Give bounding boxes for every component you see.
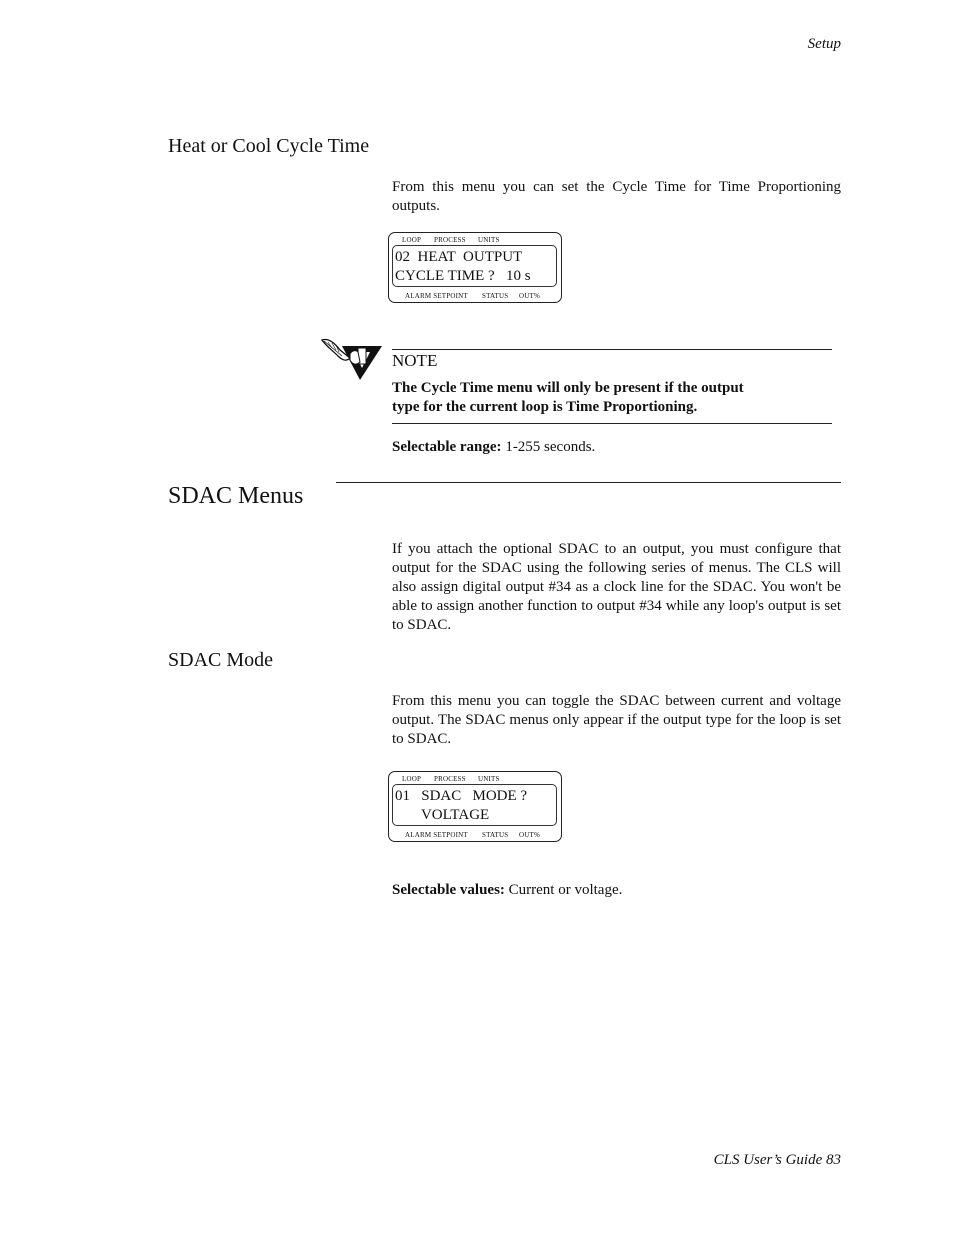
lcd-line-2: VOLTAGE xyxy=(395,807,490,823)
lcd-label-alarm-setpoint: ALARM SETPOINT xyxy=(405,292,468,300)
hand-writing-note-icon xyxy=(320,336,384,382)
selectable-range xyxy=(392,439,595,456)
lcd-label-loop: LOOP xyxy=(402,236,422,244)
running-head: Setup xyxy=(807,36,841,52)
lcd-line-1: 02 HEAT OUTPUT xyxy=(395,249,523,265)
selectable-values-label: Selectable values: xyxy=(392,882,505,898)
lcd-label-out-percent: OUT% xyxy=(519,831,541,839)
sdac-menus-intro: If you attach the optional SDAC to an output, you must configure that output for the SDAC using the following series of menus. The CLS will also assign digital output #34 as a clock line for the SDAC. You won't be able to assign another function to output #34 while any loop's output is set to SDAC. xyxy=(392,541,841,633)
sdac-menus-rule xyxy=(336,482,841,483)
note-bottom-rule xyxy=(392,423,832,424)
note-body xyxy=(392,379,812,417)
page-footer: CLS User’s Guide 83 xyxy=(713,1152,841,1168)
lcd-label-units: UNITS xyxy=(478,775,500,783)
lcd-label-status: STATUS xyxy=(482,292,509,300)
lcd-label-status: STATUS xyxy=(482,831,509,839)
lcd-label-loop: LOOP xyxy=(402,775,422,783)
lcd-label-process: PROCESS xyxy=(434,775,466,783)
note-top-rule xyxy=(392,349,832,350)
selectable-range-label: Selectable range: xyxy=(392,439,502,455)
selectable-range-value: 1-255 seconds. xyxy=(501,439,596,455)
note-title: NOTE xyxy=(392,351,438,370)
note-body-line-1: The Cycle Time menu will only be present if the output xyxy=(392,380,744,396)
lcd-screen xyxy=(392,784,557,826)
lcd-line-2: CYCLE TIME ? 10 s xyxy=(395,268,531,284)
cycle-time-intro: From this menu you can set the Cycle Time for Time Proportioning outputs. xyxy=(392,179,841,214)
lcd-label-process: PROCESS xyxy=(434,236,466,244)
lcd-display-cycle-time xyxy=(388,232,562,303)
note-body-line-2: type for the current loop is Time Proportioning. xyxy=(392,399,698,415)
selectable-values xyxy=(392,882,622,899)
sdac-mode-intro: From this menu you can toggle the SDAC between current and voltage output. The SDAC menus only appear if the output type for the loop is set to SDAC. xyxy=(392,693,841,747)
lcd-line-1: 01 SDAC MODE ? xyxy=(395,788,528,804)
lcd-label-units: UNITS xyxy=(478,236,500,244)
lcd-label-out-percent: OUT% xyxy=(519,292,541,300)
selectable-values-value: Current or voltage. xyxy=(504,882,623,898)
section-heading-cycle-time: Heat or Cool Cycle Time xyxy=(168,135,370,157)
lcd-label-alarm-setpoint: ALARM SETPOINT xyxy=(405,831,468,839)
lcd-display-sdac-mode xyxy=(388,771,562,842)
section-heading-sdac-menus: SDAC Menus xyxy=(168,483,304,509)
section-heading-sdac-mode: SDAC Mode xyxy=(168,649,274,671)
lcd-screen xyxy=(392,245,557,287)
